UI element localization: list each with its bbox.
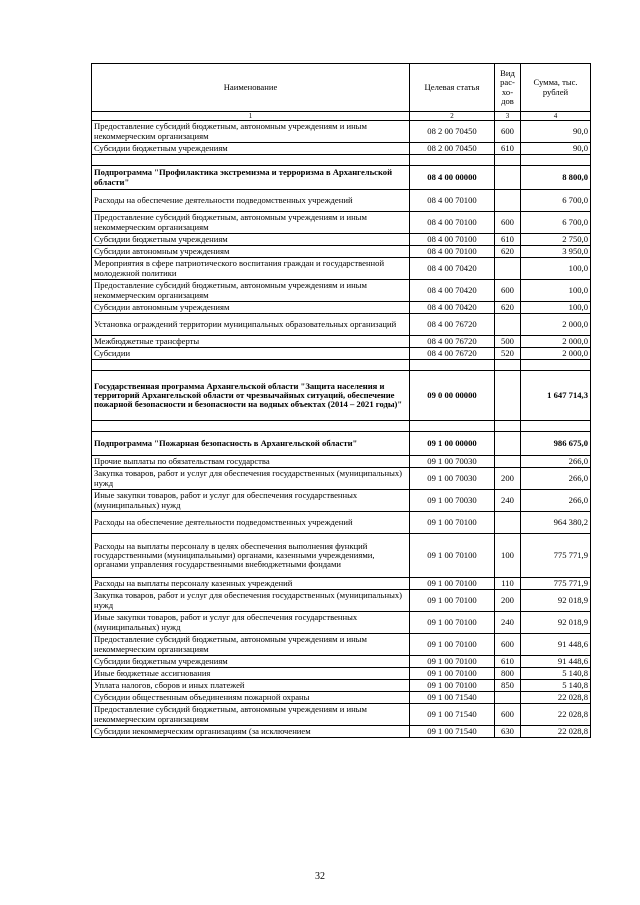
row-vid: 620 <box>495 246 521 258</box>
table-row <box>92 468 591 490</box>
row-article: 09 1 00 71540 <box>410 704 495 726</box>
row-name: Иные закупки товаров, работ и услуг для обеспечения государственных (муниципальных) нужд <box>92 490 410 512</box>
table-row <box>92 726 591 738</box>
row-vid: 850 <box>495 680 521 692</box>
row-article: 09 1 00 00000 <box>410 432 495 456</box>
spacer-row <box>92 360 591 371</box>
table-row <box>92 578 591 590</box>
row-vid: 630 <box>495 726 521 738</box>
row-vid <box>495 512 521 534</box>
row-article: 09 1 00 70100 <box>410 634 495 656</box>
row-article: 09 1 00 70100 <box>410 656 495 668</box>
row-article: 08 4 00 76720 <box>410 314 495 336</box>
table-row <box>92 490 591 512</box>
row-name: Расходы на обеспечение деятельности подведомственных учреждений <box>92 512 410 534</box>
row-vid <box>495 371 521 421</box>
row-vid: 610 <box>495 234 521 246</box>
row-article: 08 4 00 70420 <box>410 258 495 280</box>
row-sum <box>521 421 591 432</box>
row-sum <box>521 360 591 371</box>
column-number: 4 <box>521 112 591 121</box>
row-article: 08 4 00 70100 <box>410 212 495 234</box>
row-sum: 22 028,8 <box>521 726 591 738</box>
row-article: 09 1 00 70100 <box>410 590 495 612</box>
row-vid: 100 <box>495 534 521 578</box>
header-row <box>92 64 591 112</box>
row-vid <box>495 692 521 704</box>
row-sum: 91 448,6 <box>521 656 591 668</box>
row-vid: 800 <box>495 668 521 680</box>
table-body <box>92 121 591 738</box>
row-article: 09 1 00 71540 <box>410 692 495 704</box>
row-vid: 610 <box>495 656 521 668</box>
row-sum: 775 771,9 <box>521 578 591 590</box>
row-name <box>92 155 410 166</box>
row-name: Мероприятия в сфере патриотического воспитания граждан и государственной молодежной политики <box>92 258 410 280</box>
row-name: Предоставление субсидий бюджетным, автономным учреждениям и иным некоммерческим организациям <box>92 704 410 726</box>
row-article: 08 4 00 70100 <box>410 246 495 258</box>
row-sum: 266,0 <box>521 468 591 490</box>
row-vid: 600 <box>495 634 521 656</box>
table-row <box>92 590 591 612</box>
row-name: Иные закупки товаров, работ и услуг для обеспечения государственных (муниципальных) нужд <box>92 612 410 634</box>
row-vid: 240 <box>495 490 521 512</box>
row-sum <box>521 155 591 166</box>
row-article: 08 2 00 70450 <box>410 143 495 155</box>
table-row <box>92 234 591 246</box>
row-name: Предоставление субсидий бюджетным, автономным учреждениям и иным некоммерческим организациям <box>92 280 410 302</box>
row-article: 08 4 00 70100 <box>410 190 495 212</box>
row-vid <box>495 360 521 371</box>
row-vid <box>495 258 521 280</box>
table-row <box>92 512 591 534</box>
row-vid: 610 <box>495 143 521 155</box>
row-sum: 964 380,2 <box>521 512 591 534</box>
row-article: 08 4 00 70100 <box>410 234 495 246</box>
row-name: Субсидии общественным объединениям пожарной охраны <box>92 692 410 704</box>
row-vid <box>495 432 521 456</box>
row-name: Иные бюджетные ассигнования <box>92 668 410 680</box>
row-name: Установка ограждений территории муниципальных образовательных организаций <box>92 314 410 336</box>
table-row <box>92 302 591 314</box>
row-vid: 600 <box>495 212 521 234</box>
table-row <box>92 314 591 336</box>
row-name: Предоставление субсидий бюджетным, автономным учреждениям и иным некоммерческим организациям <box>92 634 410 656</box>
row-article: 08 4 00 70420 <box>410 302 495 314</box>
row-article: 09 1 00 70100 <box>410 578 495 590</box>
row-article: 09 1 00 70100 <box>410 512 495 534</box>
row-sum: 92 018,9 <box>521 590 591 612</box>
table-row <box>92 680 591 692</box>
row-sum: 8 800,0 <box>521 166 591 190</box>
row-vid: 520 <box>495 348 521 360</box>
row-name: Расходы на выплаты персоналу в целях обеспечения выполнения функций государственными (муниципальными) органами, казенными учреждениями, органами управления государственными внебюджетными фондами <box>92 534 410 578</box>
row-vid: 500 <box>495 336 521 348</box>
column-number: 3 <box>495 112 521 121</box>
row-name: Предоставление субсидий бюджетным, автономным учреждениям и иным некоммерческим организациям <box>92 121 410 143</box>
row-sum: 90,0 <box>521 143 591 155</box>
table-row <box>92 656 591 668</box>
header-article: Целевая статья <box>410 64 495 112</box>
table-row <box>92 634 591 656</box>
row-sum: 100,0 <box>521 258 591 280</box>
row-name: Субсидии автономным учреждениям <box>92 246 410 258</box>
spacer-row <box>92 155 591 166</box>
table-row <box>92 348 591 360</box>
row-name: Расходы на выплаты персоналу казенных учреждений <box>92 578 410 590</box>
table-row <box>92 534 591 578</box>
row-vid: 600 <box>495 280 521 302</box>
row-sum: 2 000,0 <box>521 336 591 348</box>
row-sum: 92 018,9 <box>521 612 591 634</box>
column-number: 2 <box>410 112 495 121</box>
table-row <box>92 166 591 190</box>
row-sum: 266,0 <box>521 456 591 468</box>
row-vid: 620 <box>495 302 521 314</box>
row-article: 09 1 00 71540 <box>410 726 495 738</box>
row-sum: 3 950,0 <box>521 246 591 258</box>
row-sum: 1 647 714,3 <box>521 371 591 421</box>
row-sum: 6 700,0 <box>521 212 591 234</box>
row-name: Закупка товаров, работ и услуг для обеспечения государственных (муниципальных) нужд <box>92 468 410 490</box>
row-vid <box>495 456 521 468</box>
column-number-row <box>92 112 591 121</box>
row-sum: 100,0 <box>521 280 591 302</box>
row-vid: 240 <box>495 612 521 634</box>
row-name <box>92 421 410 432</box>
row-name: Субсидии автономным учреждениям <box>92 302 410 314</box>
column-number: 1 <box>92 112 410 121</box>
row-vid <box>495 421 521 432</box>
row-article: 08 4 00 70420 <box>410 280 495 302</box>
row-article: 09 1 00 70030 <box>410 456 495 468</box>
row-vid: 200 <box>495 468 521 490</box>
row-sum: 2 000,0 <box>521 314 591 336</box>
spacer-row <box>92 421 591 432</box>
row-name: Подпрограмма "Пожарная безопасность в Архангельской области" <box>92 432 410 456</box>
row-article: 09 0 00 00000 <box>410 371 495 421</box>
row-article: 09 1 00 70030 <box>410 490 495 512</box>
row-name: Государственная программа Архангельской области "Защита населения и территорий Архангельской области от чрезвычайных ситуаций, обеспечение пожарной безопасности и безопасности на водных объектах (2014 – 2021 годы)" <box>92 371 410 421</box>
row-name: Уплата налогов, сборов и иных платежей <box>92 680 410 692</box>
row-article: 08 2 00 70450 <box>410 121 495 143</box>
row-article: 08 4 00 76720 <box>410 336 495 348</box>
table-row <box>92 280 591 302</box>
row-article <box>410 421 495 432</box>
row-sum: 986 675,0 <box>521 432 591 456</box>
row-name: Субсидии некоммерческим организациям (за исключением <box>92 726 410 738</box>
row-sum: 91 448,6 <box>521 634 591 656</box>
row-sum: 775 771,9 <box>521 534 591 578</box>
row-name: Закупка товаров, работ и услуг для обеспечения государственных (муниципальных) нужд <box>92 590 410 612</box>
table-row <box>92 143 591 155</box>
table-row <box>92 246 591 258</box>
row-name: Субсидии <box>92 348 410 360</box>
row-name <box>92 360 410 371</box>
row-name: Субсидии бюджетным учреждениям <box>92 143 410 155</box>
row-sum: 22 028,8 <box>521 692 591 704</box>
row-sum: 90,0 <box>521 121 591 143</box>
table-row <box>92 190 591 212</box>
row-name: Прочие выплаты по обязательствам государства <box>92 456 410 468</box>
row-sum: 5 140,8 <box>521 680 591 692</box>
row-vid: 600 <box>495 121 521 143</box>
row-sum: 6 700,0 <box>521 190 591 212</box>
row-sum: 266,0 <box>521 490 591 512</box>
table-row <box>92 704 591 726</box>
row-sum: 2 000,0 <box>521 348 591 360</box>
row-sum: 2 750,0 <box>521 234 591 246</box>
table-row <box>92 692 591 704</box>
row-vid <box>495 166 521 190</box>
row-name: Субсидии бюджетным учреждениям <box>92 234 410 246</box>
row-vid <box>495 314 521 336</box>
header-sum: Сумма, тыс. рублей <box>521 64 591 112</box>
row-vid: 600 <box>495 704 521 726</box>
row-article <box>410 155 495 166</box>
row-article: 09 1 00 70100 <box>410 668 495 680</box>
row-vid: 200 <box>495 590 521 612</box>
page-number: 32 <box>315 871 325 882</box>
row-article <box>410 360 495 371</box>
table-row <box>92 668 591 680</box>
row-article: 09 1 00 70030 <box>410 468 495 490</box>
row-name: Субсидии бюджетным учреждениям <box>92 656 410 668</box>
row-name: Подпрограмма "Профилактика экстремизма и терроризма в Архангельской области" <box>92 166 410 190</box>
budget-table <box>91 63 591 738</box>
header-name: Наименование <box>92 64 410 112</box>
row-sum: 22 028,8 <box>521 704 591 726</box>
row-article: 09 1 00 70100 <box>410 612 495 634</box>
table-row <box>92 612 591 634</box>
row-article: 08 4 00 00000 <box>410 166 495 190</box>
table-row <box>92 371 591 421</box>
header-vid: Вид рас-хо-дов <box>495 64 521 112</box>
row-vid <box>495 190 521 212</box>
table-row <box>92 336 591 348</box>
row-sum: 5 140,8 <box>521 668 591 680</box>
table-row <box>92 258 591 280</box>
row-name: Межбюджетные трансферты <box>92 336 410 348</box>
row-article: 09 1 00 70100 <box>410 680 495 692</box>
row-vid: 110 <box>495 578 521 590</box>
table-row <box>92 456 591 468</box>
table-row <box>92 121 591 143</box>
row-sum: 100,0 <box>521 302 591 314</box>
row-article: 08 4 00 76720 <box>410 348 495 360</box>
table-row <box>92 212 591 234</box>
row-vid <box>495 155 521 166</box>
table-row <box>92 432 591 456</box>
row-name: Предоставление субсидий бюджетным, автономным учреждениям и иным некоммерческим организациям <box>92 212 410 234</box>
row-name: Расходы на обеспечение деятельности подведомственных учреждений <box>92 190 410 212</box>
row-article: 09 1 00 70100 <box>410 534 495 578</box>
